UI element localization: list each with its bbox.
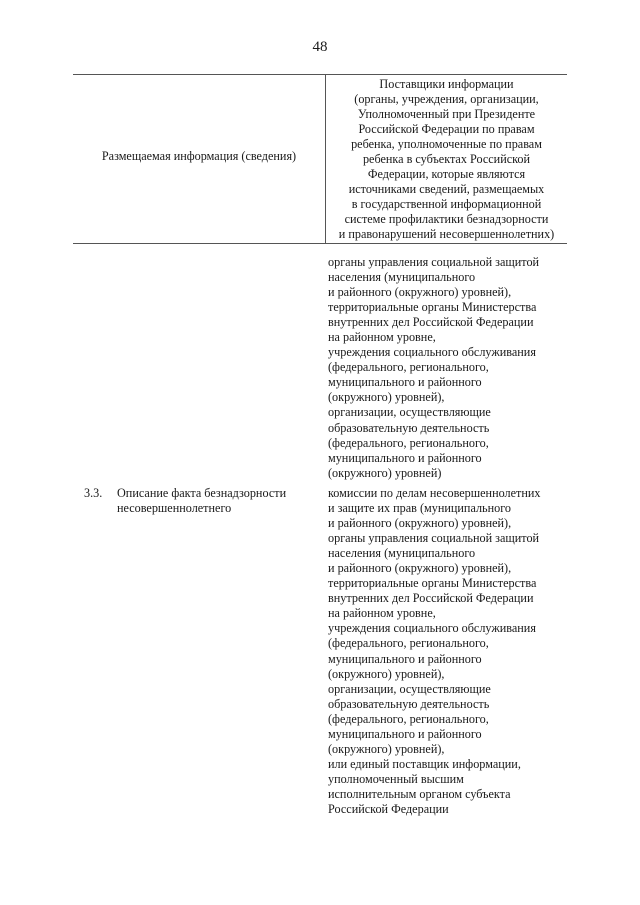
continued-suppliers-cell: органы управления социальной защитой населения (муниципального и районного (окружного) уровней), территориальные органы Министерства внутренних дел Российской Федерации на районном уровне, учреждения социального обслуживания (федерального, регионального, муниципального и районного (окружного) уровней), организации, осуществляющие образовательную деятельность (федерального, регионального, муниципального и районного (окружного) уровней) [328,255,540,480]
header-info-column: Размещаемая информация (сведения) [101,149,297,163]
row-suppliers-cell: комиссии по делам несовершеннолетних и защите их прав (муниципального и районного (окружного) уровней), органы управления социальной защитой населения (муниципального и районного (окружного) уровней), территориальные органы Министерства внутренних дел Российской Федерации на районном уровне, учреждения социального обслуживания (федерального, регионального, муниципального и районного (окружного) уровней), организации, осуществляющие образовательную деятельность (федерального, регионального, муниципального и районного (окружного) уровней), или единый поставщик информации, уполномоченный высшим исполнительным органом субъекта Российской Федерации [328,486,541,816]
table-top-rule [73,74,567,75]
header-suppliers-column: Поставщики информации (органы, учреждения, организации, Уполномоченный при Президенте Российской Федерации по правам ребенка, уполномоченные по правам ребенка в субъектах Российской Федерации, которые являются источниками сведений, размещаемых в государственной информационной системе профилактики безнадзорности и правонарушений несовершеннолетних) [338,77,555,242]
page-number: 48 [312,39,328,55]
header-bottom-rule [73,243,567,244]
row-number: 3.3. [84,486,103,500]
row-description: Описание факта безнадзорности несовершеннолетнего [117,486,287,516]
